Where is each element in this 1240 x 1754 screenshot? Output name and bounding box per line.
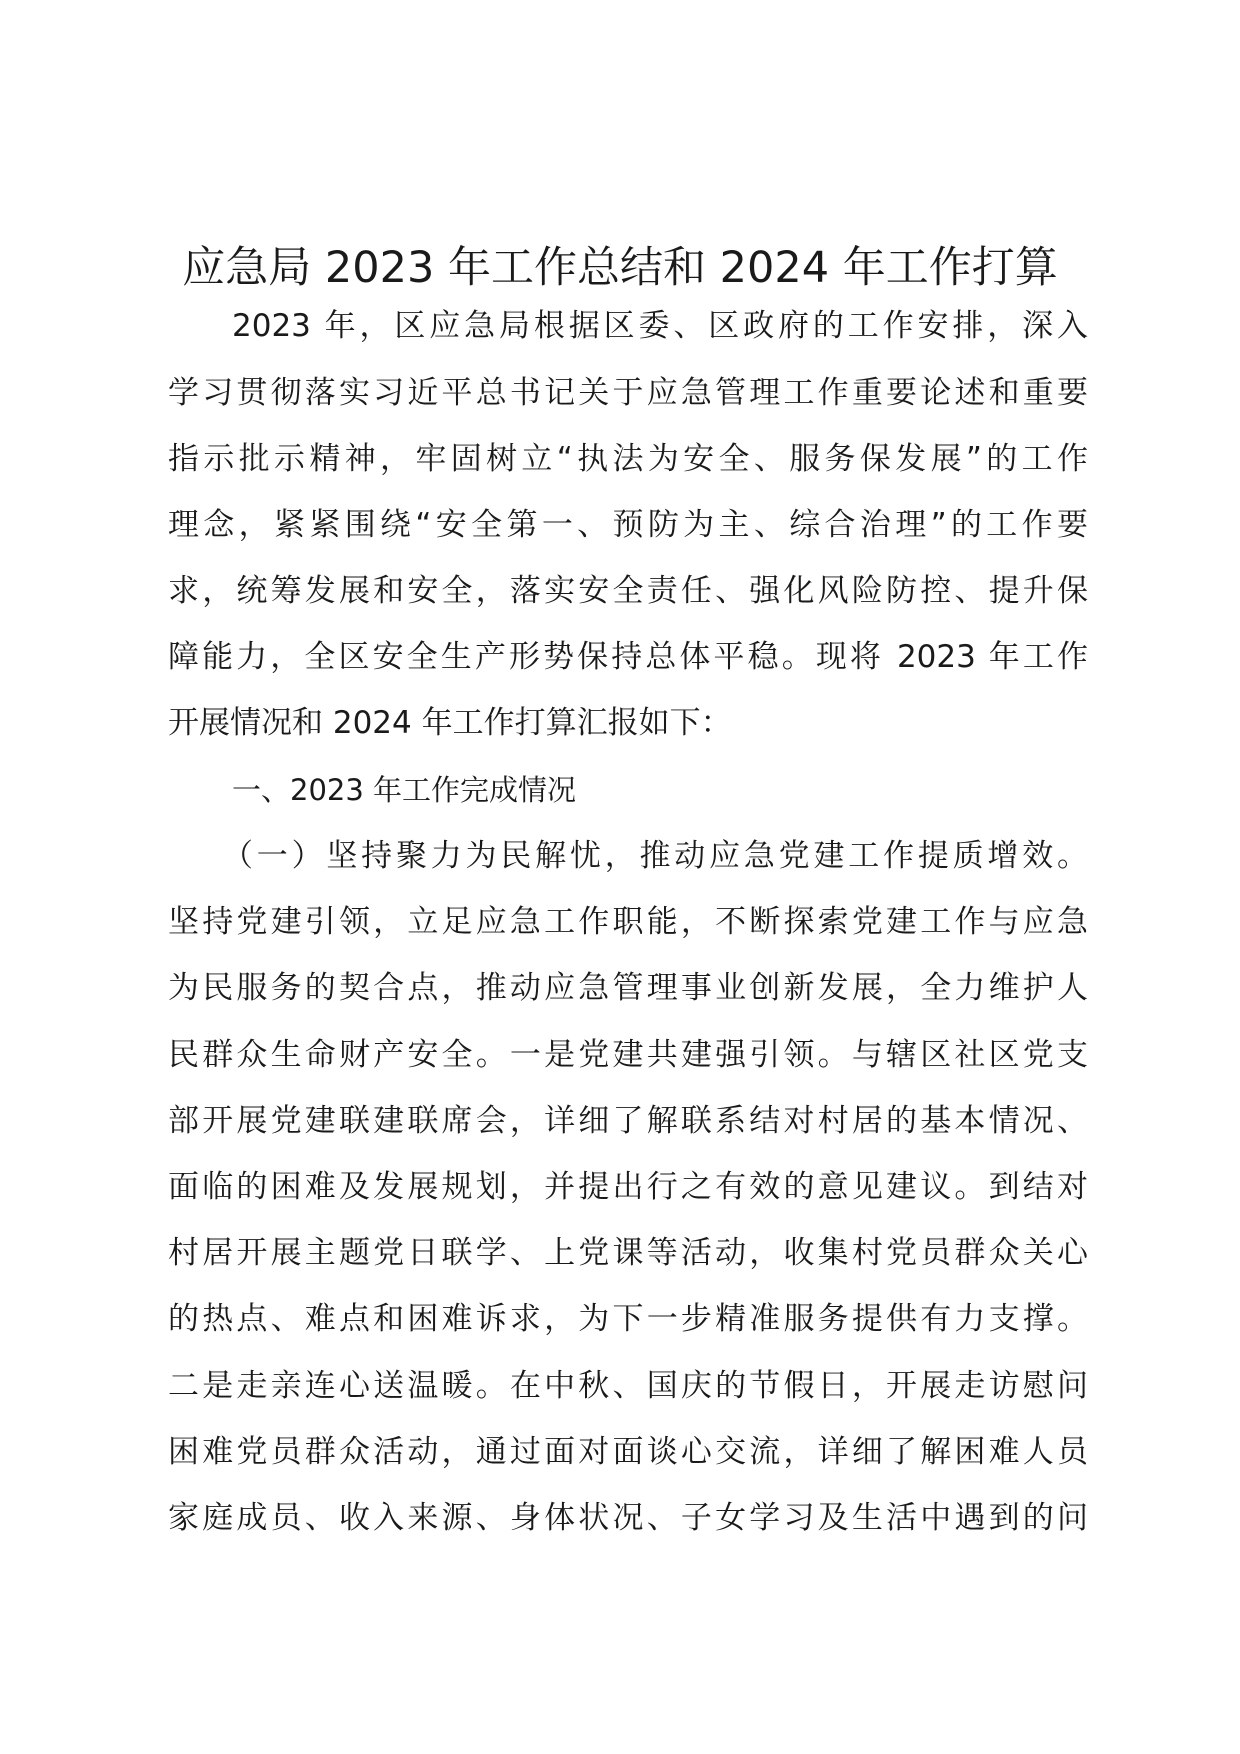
- body-line-5: 部开展党建联建联席会，详细了解联系结对村居的基本情况、: [168, 1103, 1088, 1139]
- body-line-4: 民群众生命财产安全。一是党建共建强引领。与辖区社区党支: [168, 1037, 1088, 1073]
- intro-line-5: 求，统筹发展和安全，落实安全责任、强化风险防控、提升保: [168, 573, 1088, 609]
- body-line-7: 村居开展主题党日联学、上党课等活动，收集村党员群众关心: [168, 1235, 1088, 1271]
- body-line-6: 面临的困难及发展规划，并提出行之有效的意见建议。到结对: [168, 1169, 1088, 1205]
- subsection-heading-line: （一）坚持聚力为民解忧，推动应急党建工作提质增效。: [222, 838, 1088, 874]
- body-line-11: 家庭成员、收入来源、身体状况、子女学习及生活中遇到的问: [168, 1500, 1088, 1536]
- intro-line-2: 学习贯彻落实习近平总书记关于应急管理工作重要论述和重要: [168, 375, 1088, 411]
- intro-line-3: 指示批示精神，牢固树立“执法为安全、服务保发展”的工作: [168, 441, 1088, 477]
- body-line-10: 困难党员群众活动，通过面对面谈心交流，详细了解困难人员: [168, 1434, 1088, 1470]
- body-line-8: 的热点、难点和困难诉求，为下一步精准服务提供有力支撑。: [168, 1301, 1088, 1337]
- body-line-3: 为民服务的契合点，推动应急管理事业创新发展，全力维护人: [168, 970, 1088, 1006]
- document-title: 应急局 2023 年工作总结和 2024 年工作打算: [182, 243, 1058, 293]
- intro-line-4: 理念，紧紧围绕“安全第一、预防为主、综合治理”的工作要: [168, 507, 1088, 543]
- intro-line-6: 障能力，全区安全生产形势保持总体平稳。现将 2023 年工作: [168, 639, 1088, 675]
- body-line-2: 坚持党建引领，立足应急工作职能，不断探索党建工作与应急: [168, 904, 1088, 940]
- intro-line-7: 开展情况和 2024 年工作打算汇报如下：: [168, 705, 732, 741]
- intro-line-1: 2023 年，区应急局根据区委、区政府的工作安排，深入: [232, 308, 1088, 344]
- section-heading: 一、2023 年工作完成情况: [232, 773, 577, 807]
- body-line-9: 二是走亲连心送温暖。在中秋、国庆的节假日，开展走访慰问: [168, 1368, 1088, 1404]
